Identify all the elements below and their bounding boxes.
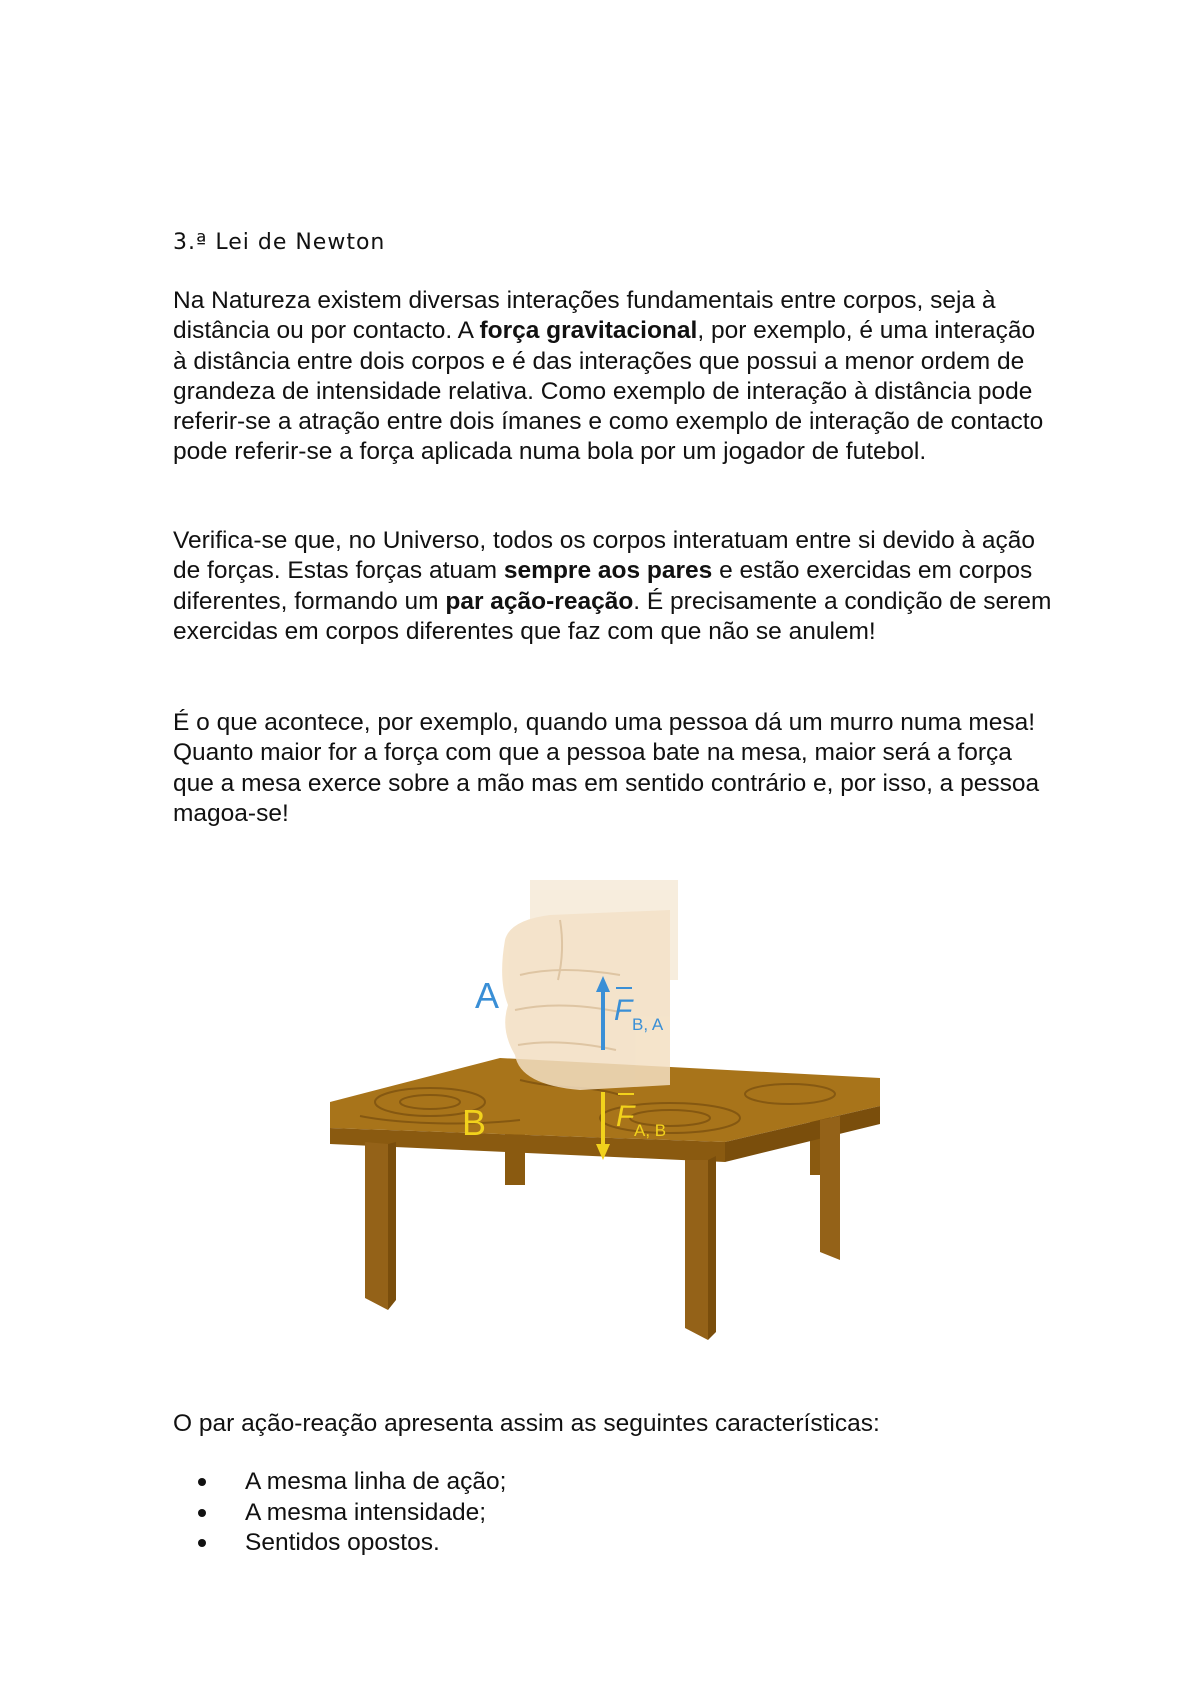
force-down-symbol: F bbox=[616, 1100, 635, 1133]
bold-term-gravitational-force: força gravitacional bbox=[479, 317, 698, 345]
force-up-symbol: F bbox=[614, 994, 633, 1027]
label-b: B bbox=[462, 1102, 487, 1143]
list-item bbox=[173, 1528, 507, 1559]
text-run: . É precisamente a condição de serem exercidas em corpos diferentes que faz com que não se anulem! bbox=[173, 587, 1052, 645]
list-item-text: A mesma intensidade; bbox=[245, 1498, 487, 1526]
list-item bbox=[173, 1498, 507, 1529]
paragraph-characteristics-intro: O par ação-reação apresenta assim as seguintes características: bbox=[173, 1410, 880, 1437]
fist-on-table-illustration bbox=[320, 880, 890, 1350]
section-heading: 3.ª Lei de Newton bbox=[173, 230, 386, 255]
bullet-icon bbox=[198, 1509, 206, 1517]
paragraph-action-reaction bbox=[173, 526, 1053, 647]
list-item bbox=[173, 1467, 507, 1498]
bold-term-action-reaction-pair: par ação-reação bbox=[445, 587, 634, 615]
force-down-subscript: A, B bbox=[634, 1121, 667, 1140]
text-run: , por exemplo, é uma interação à distância entre dois corpos e é das interações que possui a menor ordem de grandeza de intensidade relativa. Como exemplo de interação à distância pode referir-se a atração entre dois ímanes e como exemplo de interação de contacto pode referir-se a força aplicada numa bola por um jogador de futebol. bbox=[173, 317, 1044, 466]
list-item-text: A mesma linha de ação; bbox=[245, 1468, 507, 1495]
paragraph-punch-example: É o que acontece, por exemplo, quando uma pessoa dá um murro numa mesa! Quanto maior for a força com que a pessoa bate na mesa, maior será a força que a mesa exerce sobre a mão mas em sentido contrário e, por isso, a pessoa magoa-se! bbox=[173, 709, 1040, 827]
fist bbox=[502, 880, 678, 1090]
text-run: Verifica-se que, no Universo, todos os corpos interatuam entre si devido à ação de forças. Estas forças atuam bbox=[173, 527, 1036, 585]
list-item-text: Sentidos opostos. bbox=[245, 1529, 440, 1556]
paragraph-interactions bbox=[173, 286, 1053, 468]
force-up-subscript: B, A bbox=[632, 1015, 664, 1034]
label-a: A bbox=[475, 975, 500, 1016]
text-run: e estão exercidas em corpos diferentes, formando um bbox=[173, 557, 1033, 615]
characteristics-list bbox=[173, 1467, 507, 1559]
bullet-icon bbox=[198, 1539, 206, 1547]
bold-term-always-pairs: sempre aos pares bbox=[503, 557, 713, 585]
text-run: Na Natureza existem diversas interações fundamentais entre corpos, seja à distância ou por contacto. A bbox=[173, 287, 996, 345]
bullet-icon bbox=[198, 1478, 206, 1486]
